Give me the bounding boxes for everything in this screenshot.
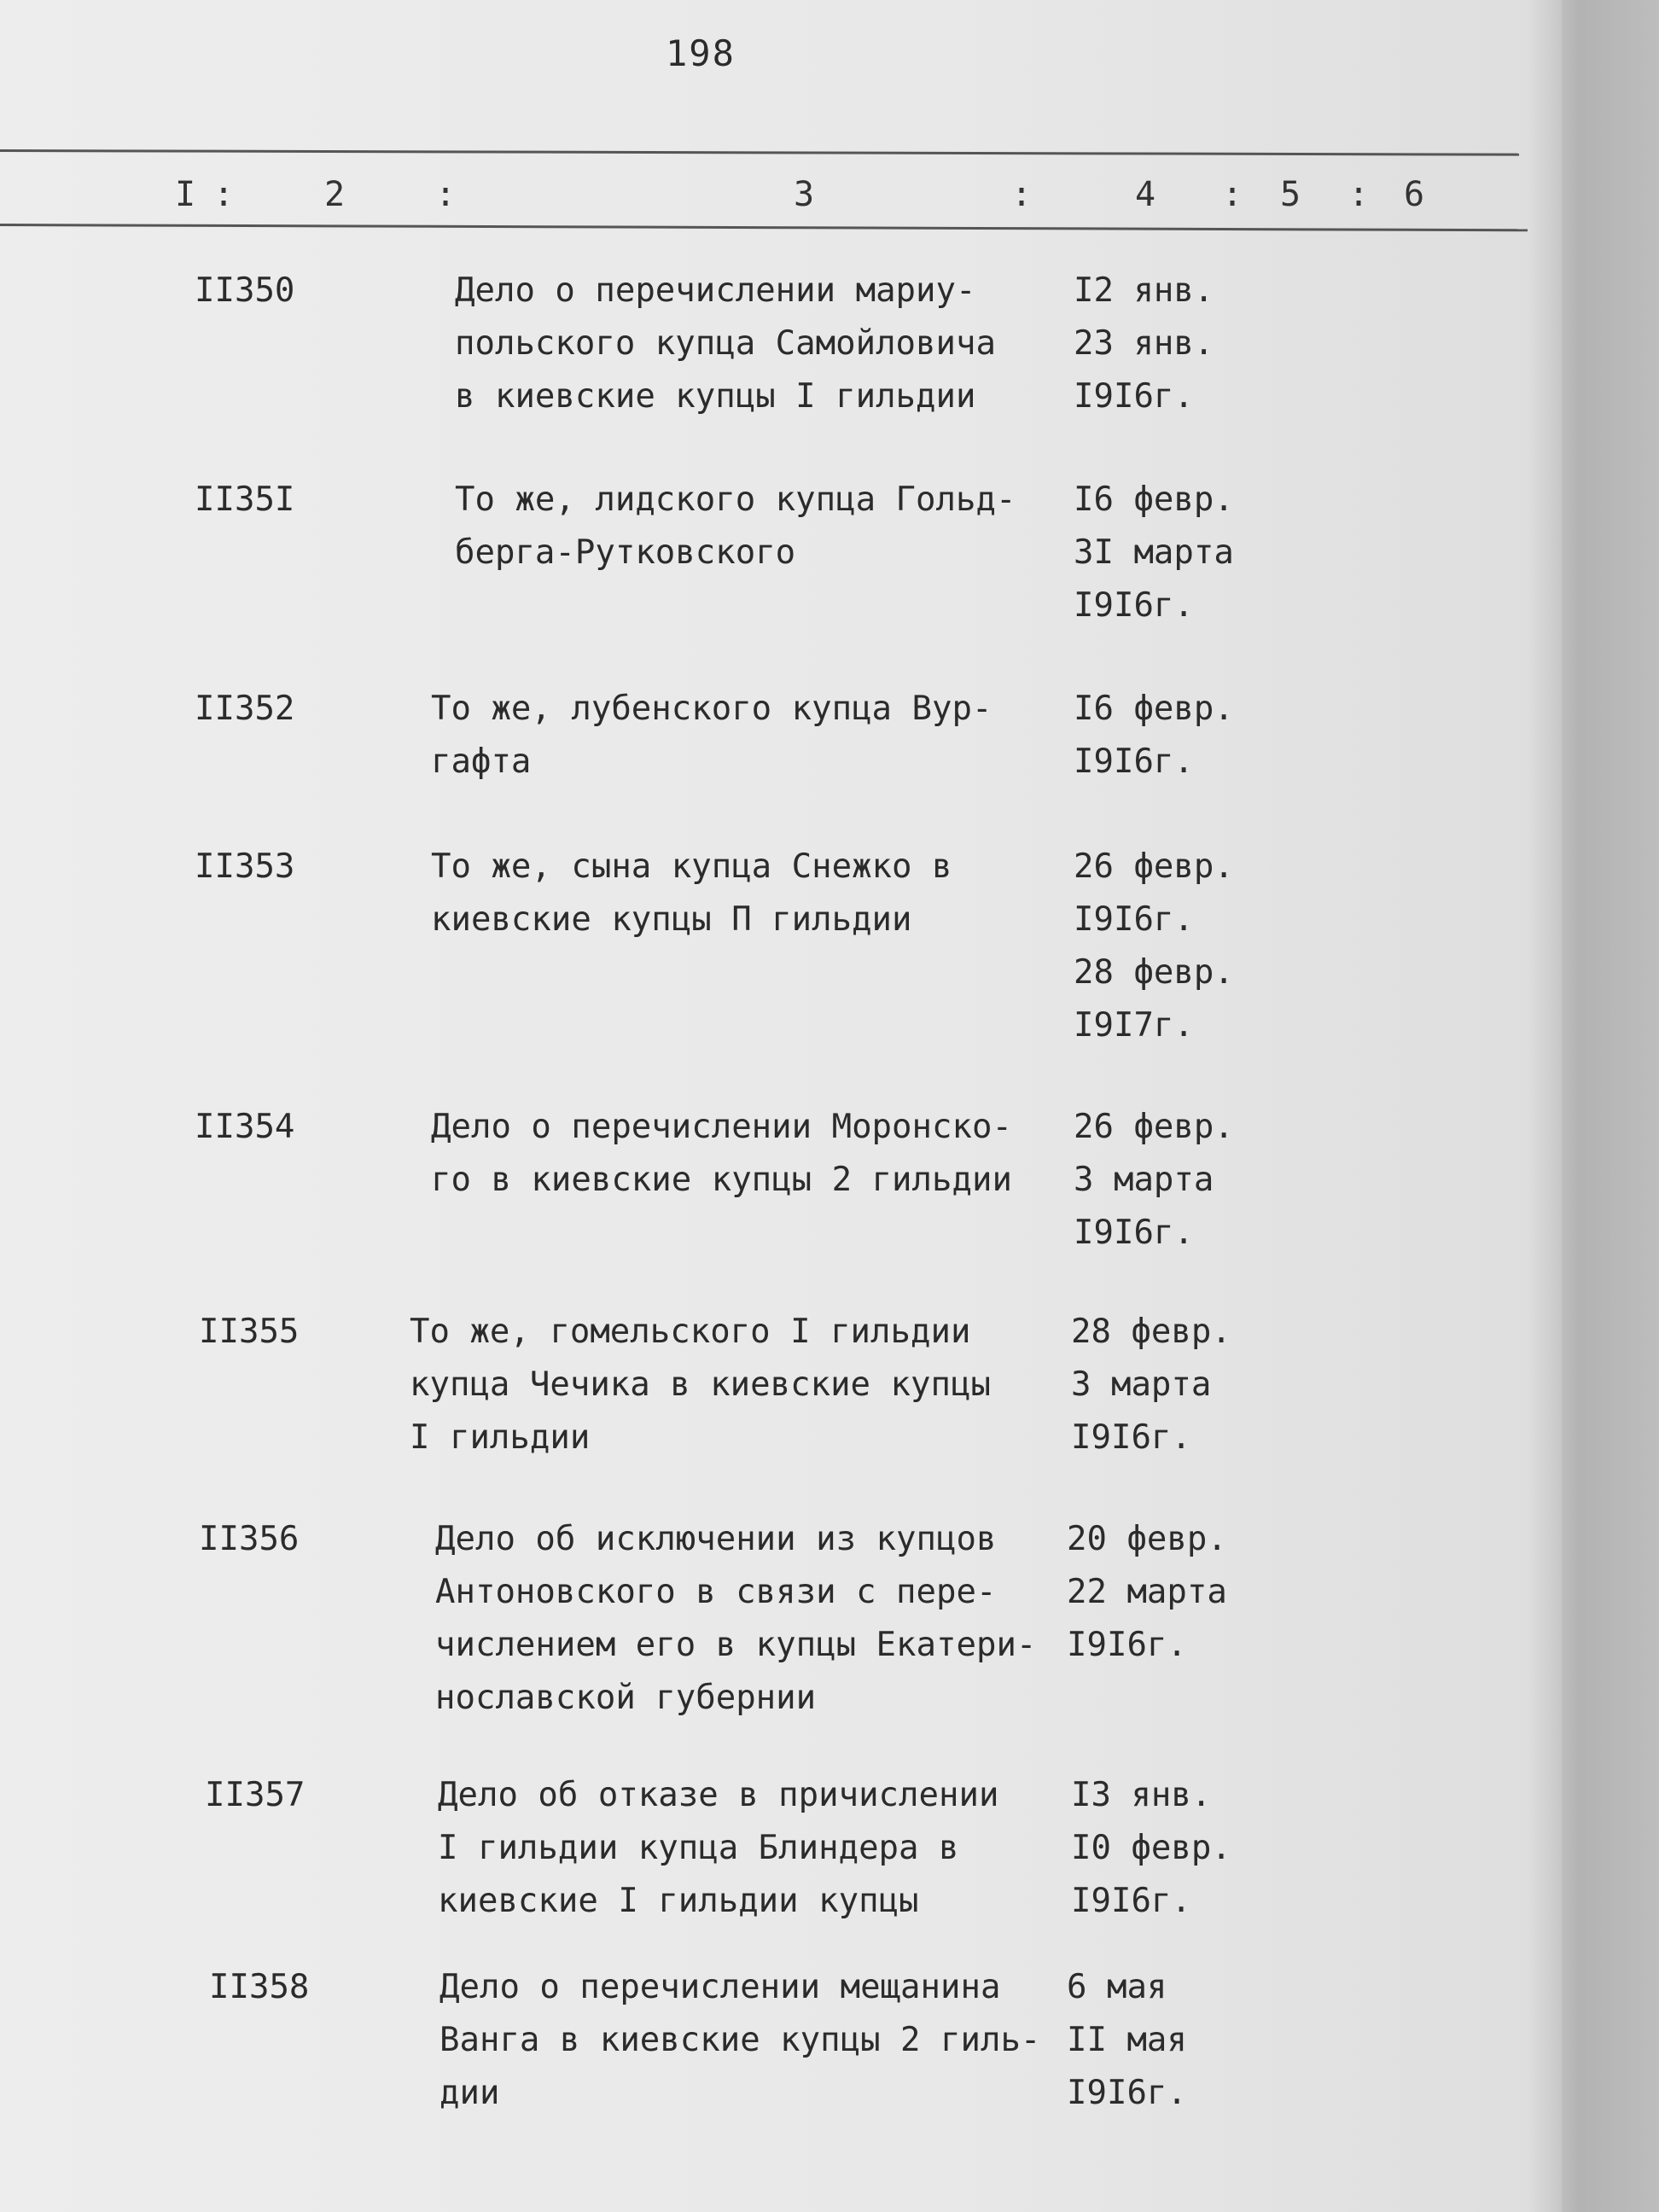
page-number: 198	[666, 32, 736, 74]
record-title	[431, 1101, 1045, 1207]
record-title-line: дии	[439, 2074, 500, 2112]
record-title-line: То же, сына купца Снежко в	[431, 847, 952, 886]
record-date-line: I9I6г.	[1067, 1626, 1187, 1664]
column-separator: :	[1348, 175, 1370, 214]
record-title-line: берга-Рутковского	[455, 533, 796, 572]
record-title-line: гафта	[431, 742, 532, 781]
record-title-line: Дело о перечислении мещанина	[439, 1968, 1001, 2006]
column-header-1: I	[175, 175, 196, 214]
record-date-line: 3 марта	[1074, 1161, 1214, 1199]
record-date-line: 26 февр.	[1074, 1108, 1234, 1146]
record-number: II352	[195, 690, 295, 728]
record-date-line: I9I6г.	[1074, 586, 1194, 625]
record-title-line: польского купца Самойловича	[455, 324, 996, 363]
record-dates	[1067, 1513, 1263, 1672]
record-date-line: I9I6г.	[1074, 1214, 1194, 1252]
record-date-line: I2 янв.	[1074, 271, 1214, 310]
record-date-line: I0 февр.	[1071, 1829, 1231, 1867]
record-date-line: I9I6г.	[1067, 2074, 1187, 2112]
record-date-line: 22 марта	[1067, 1573, 1227, 1611]
record-title-line: числением его в купцы Екатери-	[435, 1626, 1037, 1664]
record-title	[410, 1306, 1024, 1464]
column-header-3: 3	[794, 175, 815, 214]
record-date-line: 3 марта	[1071, 1365, 1212, 1404]
record-number: II355	[199, 1313, 300, 1351]
record-title-line: Дело о перечислении Моронско-	[431, 1108, 1012, 1146]
record-number: II354	[195, 1108, 295, 1146]
record-title-line: киевские I гильдии купцы	[438, 1882, 919, 1920]
record-date-line: I9I6г.	[1074, 742, 1194, 781]
column-separator: :	[1222, 175, 1243, 214]
record-title	[455, 265, 1069, 423]
record-dates	[1071, 1306, 1267, 1464]
record-date-line: I9I7г.	[1074, 1006, 1194, 1045]
record-title-line: I гильдии	[410, 1418, 591, 1457]
record-date-line: I9I6г.	[1071, 1418, 1191, 1457]
record-date-line: 28 февр.	[1074, 953, 1234, 992]
column-header-2: 2	[324, 175, 346, 214]
record-title	[431, 683, 1045, 789]
record-title	[431, 841, 1045, 946]
record-title	[438, 1769, 1052, 1928]
record-title-line: Антоновского в связи с пере-	[435, 1573, 997, 1611]
column-separator: :	[435, 175, 457, 214]
record-date-line: 20 февр.	[1067, 1520, 1227, 1558]
record-number: II350	[195, 271, 295, 310]
record-title-line: купца Чечика в киевские купцы	[410, 1365, 991, 1404]
record-dates	[1071, 1769, 1267, 1928]
record-title	[435, 1513, 1050, 1725]
record-title-line: го в киевские купцы 2 гильдии	[431, 1161, 1012, 1199]
column-separator: :	[213, 175, 235, 214]
record-number: II357	[205, 1776, 306, 1814]
record-date-line: 6 мая	[1067, 1968, 1167, 2006]
column-header-6: 6	[1404, 175, 1425, 214]
record-date-line: I9I6г.	[1071, 1882, 1191, 1920]
record-date-line: II мая	[1067, 2021, 1187, 2059]
record-dates	[1074, 683, 1270, 789]
record-date-line: 3I марта	[1074, 533, 1234, 572]
record-title	[455, 474, 1069, 579]
record-title-line: То же, гомельского I гильдии	[410, 1313, 971, 1351]
record-date-line: I6 февр.	[1074, 690, 1234, 728]
record-date-line: I9I6г.	[1074, 377, 1194, 416]
record-dates	[1067, 1961, 1263, 2120]
record-number: II356	[199, 1520, 300, 1558]
column-separator: :	[1011, 175, 1033, 214]
record-title-line: То же, лубенского купца Вур-	[431, 690, 992, 728]
record-date-line: I9I6г.	[1074, 900, 1194, 939]
record-date-line: 28 февр.	[1071, 1313, 1231, 1351]
record-title-line: киевские купцы П гильдии	[431, 900, 912, 939]
record-title-line: Ванга в киевские купцы 2 гиль-	[439, 2021, 1041, 2059]
record-date-line: I3 янв.	[1071, 1776, 1212, 1814]
record-title-line: I гильдии купца Блиндера в	[438, 1829, 959, 1867]
record-title-line: Дело об исключении из купцов	[435, 1520, 997, 1558]
record-title-line: Дело о перечислении мариу-	[455, 271, 976, 310]
record-dates	[1074, 841, 1270, 1052]
record-number: II353	[195, 847, 295, 886]
record-dates	[1074, 265, 1270, 423]
record-number: II358	[209, 1968, 310, 2006]
record-date-line: 23 янв.	[1074, 324, 1214, 363]
record-title-line: То же, лидского купца Гольд-	[455, 480, 1016, 519]
record-title-line: в киевские купцы I гильдии	[455, 377, 976, 416]
record-dates	[1074, 1101, 1270, 1260]
record-title-line: Дело об отказе в причислении	[438, 1776, 999, 1814]
record-dates	[1074, 474, 1270, 632]
record-title-line: нославской губернии	[435, 1679, 817, 1717]
column-header-4: 4	[1135, 175, 1156, 214]
record-title	[439, 1961, 1054, 2120]
column-header-5: 5	[1280, 175, 1301, 214]
page-edge-shadow	[1528, 0, 1659, 2212]
record-date-line: 26 февр.	[1074, 847, 1234, 886]
record-number: II35I	[195, 480, 295, 519]
record-date-line: I6 февр.	[1074, 480, 1234, 519]
